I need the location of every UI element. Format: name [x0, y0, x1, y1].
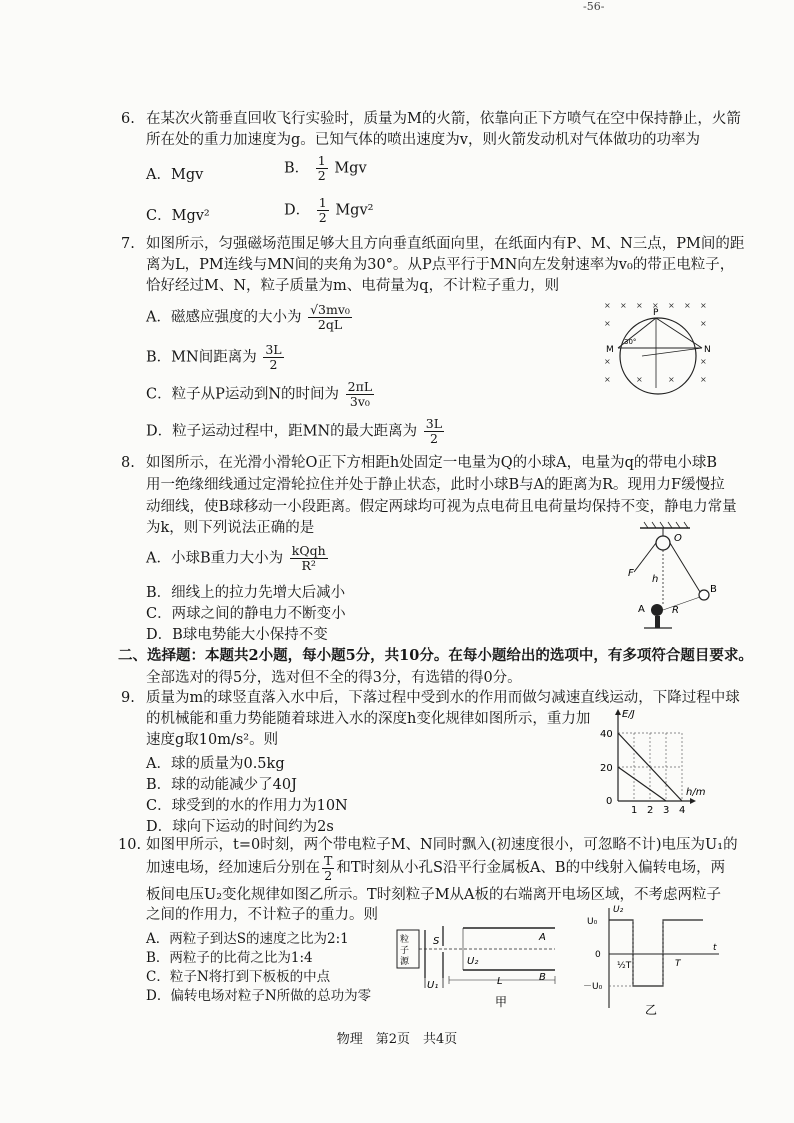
svg-text:×: × — [668, 301, 675, 310]
y-axis-label: E/J — [622, 709, 635, 720]
option-a: A．球的质量为0.5kg — [146, 756, 285, 772]
svg-text:×: × — [700, 301, 707, 310]
question-text: 如图所示，在光滑小滑轮O正下方相距h处固定一电量为Q的小球A，电量为q的带电小球B — [146, 455, 718, 471]
question-text: 之间的作用力，不计粒子的重力。则 — [146, 907, 378, 923]
caption-jia: 甲 — [495, 995, 508, 1009]
tick-neg-u0: －U₀ — [583, 982, 603, 992]
question-text: 速度g取10m/s²。则 — [146, 732, 279, 748]
option-label: D． — [284, 202, 311, 219]
caption-yi: 乙 — [645, 1003, 658, 1017]
label-b: B — [539, 972, 546, 983]
label-r: R — [672, 605, 679, 616]
fraction: $\frac{\text{√3mv₀}}{2qL}$ — [310, 302, 350, 332]
label-h: h — [652, 574, 659, 585]
svg-text:×: × — [604, 319, 611, 328]
option-text: Mgv² — [335, 202, 374, 219]
option-label: D．粒子运动过程中，距MN的最大距离为 — [146, 423, 418, 440]
label-n: N — [704, 345, 711, 355]
label-u2: U₂ — [467, 956, 479, 967]
svg-text:×: × — [620, 301, 627, 310]
section-note: 全部选对的得5分，选对但不全的得3分，有选错的得0分。 — [146, 670, 522, 686]
tick-zero: 0 — [595, 950, 601, 960]
question-text: 加速电场，经加速后分别在 $\frac{T}{2}$ 和T时刻从小孔S沿平行金属板A、B的中线射入偏转电场，两 — [146, 852, 726, 883]
page-footer: 物理 第2页 共4页 — [336, 1032, 458, 1047]
energy-depth-graph — [592, 705, 712, 817]
label-l: L — [497, 976, 503, 987]
y-tick: 40 — [600, 729, 613, 740]
option-c: C．粒子N将打到下板板的中点 — [146, 969, 331, 985]
label-u1: U₁ — [427, 980, 439, 991]
option-a: A．两粒子到达S的速度之比为2:1 — [146, 931, 349, 947]
option-label: B． — [284, 160, 310, 177]
option-d — [284, 196, 373, 225]
svg-text:×: × — [604, 375, 611, 384]
label-angle: 30° — [624, 338, 637, 346]
svg-text:×: × — [668, 375, 675, 384]
label-b: B — [710, 584, 717, 595]
label-a: A — [539, 932, 546, 943]
option-label: B．MN间距离为 — [146, 349, 257, 366]
svg-text:×: × — [604, 301, 611, 310]
option-c — [146, 380, 376, 409]
question-number: 10. — [118, 837, 142, 853]
source-label-3: 源 — [400, 957, 410, 967]
label-m: M — [606, 345, 614, 355]
label-f: F — [628, 568, 634, 579]
option-a — [146, 303, 354, 332]
tick-t: T — [675, 959, 681, 969]
axis-label-t: t — [713, 943, 717, 953]
fraction: $\frac{2\pi L}{\text{3v₀}}$ — [347, 379, 373, 409]
option-label: C．粒子从P运动到N的时间为 — [146, 386, 340, 403]
source-label-1: 粒 — [400, 935, 410, 945]
source-label-2: 子 — [400, 946, 410, 956]
label-a: A — [638, 604, 645, 615]
figure-jia — [395, 918, 575, 1016]
question-text: 用一绝缘细线通过定滑轮拉住并处于静止状态，此时小球B与A的距离为R。现用力F缓慢拉 — [146, 477, 725, 493]
x-tick: 4 — [679, 805, 686, 816]
option-label: A．小球B重力大小为 — [146, 550, 284, 567]
question-text: 如图所示，匀强磁场范围足够大且方向垂直纸面向里，在纸面内有P、M、N三点，PM间的距 — [146, 236, 745, 252]
svg-text:×: × — [652, 301, 659, 310]
x-tick: 2 — [647, 805, 654, 816]
option-d: D．球向下运动的时间约为2s — [146, 819, 334, 835]
question-text: 板间电压U₂变化规律如图乙所示。T时刻粒子M从A板的右端离开电场区域，不考虑两粒子 — [146, 887, 722, 903]
option-d: D．偏转电场对粒子N所做的总功为零 — [146, 988, 372, 1004]
option-b: B．球的动能减少了40J — [146, 777, 297, 793]
y-tick: 20 — [600, 763, 613, 774]
svg-text:×: × — [700, 375, 707, 384]
y-tick: 0 — [606, 796, 613, 807]
axis-label-u2: U₂ — [613, 905, 624, 915]
option-c: C．球受到的水的作用力为10N — [146, 798, 348, 814]
header-mark: -56- — [583, 0, 605, 13]
question-number: 7. — [121, 236, 135, 252]
question-number: 8. — [121, 455, 135, 471]
question-text: 离为L，PM连线与MN间的夹角为30°。从P点平行于MN向左发射速率为v₀的带正电粒子， — [146, 257, 735, 273]
label-p: P — [653, 308, 659, 318]
fraction: $\frac{3L}{2}$ — [265, 342, 282, 372]
question-text: 的机械能和重力势能随着球进入水的深度h变化规律如图所示，重力加 — [146, 711, 591, 727]
magnetic-field-figure — [598, 298, 718, 408]
option-b — [146, 343, 286, 372]
fraction: $\frac{T}{2}$ — [324, 852, 333, 883]
option-b: B．细线上的拉力先增大后减小 — [146, 585, 346, 601]
fraction: $\frac{3L}{2}$ — [425, 416, 443, 446]
question-text: 所在处的重力加速度为g。已知气体的喷出速度为v，则火箭发动机对气体做功的功率为 — [146, 132, 700, 148]
question-text: 动细线，使B球移动一小段距离。假定两球均可视为点电荷且电荷量均保持不变，静电力常量 — [146, 499, 737, 515]
label-s: S — [433, 936, 440, 947]
tick-half-t: ½T — [617, 961, 632, 971]
x-axis-label: h/m — [686, 787, 706, 798]
svg-text:×: × — [700, 319, 707, 328]
fraction: $\frac{1}{2}$ — [317, 153, 326, 183]
section-heading: 二、选择题：本题共2小题，每小题5分，共10分。在每小题给出的选项中，有多项符合题目要求。 — [118, 647, 753, 664]
label-o: O — [674, 533, 682, 544]
figure-yi — [583, 900, 723, 1018]
x-tick: 1 — [631, 805, 638, 816]
question-text: 如图甲所示，t=0时刻，两个带电粒子M、N同时飘入(初速度很小，可忽略不计)电压为U₁的 — [146, 837, 738, 853]
svg-text:×: × — [684, 301, 691, 310]
x-tick: 3 — [663, 805, 670, 816]
question-text: 恰好经过M、N，粒子质量为m、电荷量为q，不计粒子重力，则 — [146, 278, 560, 294]
question-text: 在某次火箭垂直回收飞行实验时，质量为M的火箭，依靠向正下方喷气在空中保持静止，火箭 — [146, 111, 741, 127]
question-number: 9. — [121, 690, 135, 706]
svg-text:×: × — [604, 357, 611, 366]
option-text: Mgv — [334, 160, 367, 177]
question-text: 质量为m的球竖直落入水中后，下落过程中受到水的作用而做匀减速直线运动，下降过程中球 — [146, 690, 740, 706]
option-c: C．两球之间的静电力不断变小 — [146, 606, 346, 622]
option-b — [284, 154, 367, 183]
pulley-figure — [620, 520, 720, 638]
option-a: A．Mgv — [146, 167, 204, 183]
option-d — [146, 417, 446, 446]
fraction: $\frac{1}{2}$ — [318, 195, 327, 225]
question-text: 为k，则下列说法正确的是 — [146, 520, 315, 536]
option-c: C．Mgv² — [146, 208, 210, 224]
svg-text:×: × — [700, 357, 707, 366]
tick-u0: U₀ — [587, 917, 598, 927]
fraction: $\frac{\text{kQqh}}{\text{R²}}$ — [291, 543, 326, 573]
svg-text:×: × — [636, 375, 643, 384]
option-b: B．两粒子的比荷之比为1:4 — [146, 950, 313, 966]
option-a — [146, 544, 330, 573]
option-d: D．B球电势能大小保持不变 — [146, 627, 328, 643]
option-label: A．磁感应强度的大小为 — [146, 309, 302, 326]
svg-text:×: × — [636, 301, 643, 310]
question-number: 6. — [121, 111, 135, 127]
